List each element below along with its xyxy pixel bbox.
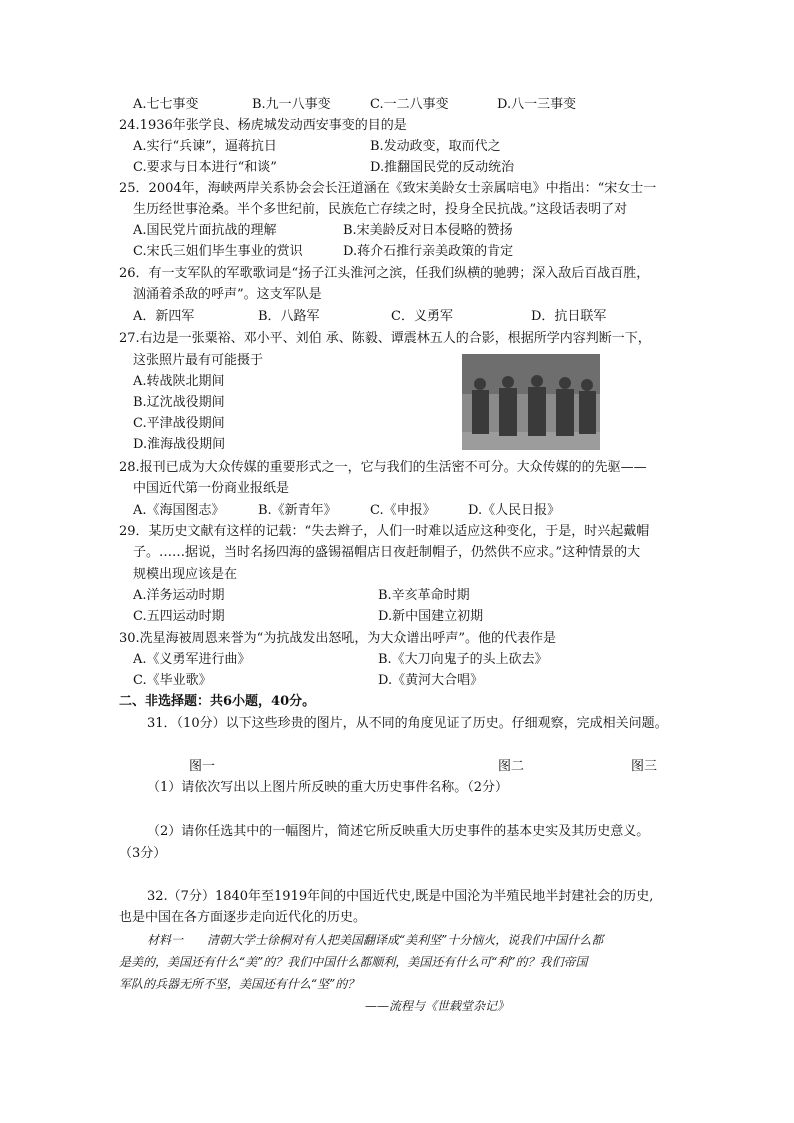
material-1-source: ——流程与《世载堂杂记》 — [365, 999, 510, 1013]
q32-stem-line2: 也是中国在各方面逐步走向近代化的历史。 — [119, 910, 367, 925]
q23-option-a: A.七七事变 — [133, 97, 199, 112]
q30-option-d: D.《黄河大合唱》 — [378, 673, 484, 688]
q31-subquestion-2: （2）请你任选其中的一幅图片，简述它所反映重大历史事件的基本史实及其历史意义。 — [147, 824, 650, 839]
q24-stem: 24.1936年张学良、杨虎城发动西安事变的目的是 — [119, 118, 407, 133]
q29-stem-line2: 子。……据说，当时名扬四海的盛锡福帽店日夜赶制帽子，仍然供不应求。”这种情景的大 — [133, 545, 641, 560]
q27-option-c: C.平津战役期间 — [133, 416, 225, 431]
q24-option-d: D.推翻国民党的反动统治 — [370, 160, 515, 175]
q28-option-d: D.《人民日报》 — [468, 503, 561, 518]
q27-option-a: A.转战陕北期间 — [133, 374, 225, 389]
q26-stem-line1: 26．有一支军队的军歌歌词是“扬子江头淮河之滨，任我们纵横的驰骋；深入敌后百战百胜， — [119, 266, 650, 281]
q30-stem: 30.冼星海被周恩来誉为“为抗战发出怒吼，为大众谱出呼声”。他的代表作是 — [119, 631, 556, 646]
figure-3-caption: 图三 — [631, 759, 658, 774]
figure-2-caption: 图二 — [498, 759, 525, 774]
q25-option-d: D.蒋介石推行亲美政策的肯定 — [343, 244, 514, 259]
q29-option-a: A.洋务运动时期 — [133, 588, 225, 603]
q29-option-d: D.新中国建立初期 — [378, 609, 484, 624]
q28-option-b: B.《新青年》 — [258, 503, 337, 518]
q30-option-c: C.《毕业歌》 — [133, 673, 212, 688]
q26-option-a: A．新四军 — [133, 309, 195, 324]
q26-stem-line2: 汹涌着杀敌的呼声”。这支军队是 — [133, 287, 322, 302]
q32-stem-line1: 32.（7分）1840年至1919年间的中国近代史,既是中国沦为半殖民地半封建社会的历史, — [147, 889, 654, 904]
q24-option-b: B.发动政变，取而代之 — [370, 139, 501, 154]
section-heading: 二、非选择题：共6小题，40分。 — [119, 694, 316, 709]
q28-stem-line2: 中国近代第一份商业报纸是 — [133, 481, 290, 496]
q23-option-c: C.一二八事变 — [370, 97, 449, 112]
q23-option-b: B.九一八事变 — [252, 97, 331, 112]
q27-option-b: B.辽沈战役期间 — [133, 395, 225, 410]
q29-option-b: B.辛亥革命时期 — [378, 588, 470, 603]
q25-option-c: C.宋氏三姐们毕生事业的赏识 — [133, 244, 303, 259]
material-1-line3: 军队的兵器无所不坚，美国还有什么“坚”的？ — [119, 977, 360, 991]
q27-option-d: D.淮海战役期间 — [133, 437, 226, 452]
q28-option-a: A.《海国图志》 — [133, 503, 225, 518]
q25-option-b: B.宋美龄反对日本侵略的赞扬 — [343, 223, 513, 238]
material-1-line1: 材料一 清朝大学士徐桐对有人把美国翻译成“美利坚”十分恼火，说我们中国什么都 — [147, 933, 604, 947]
q24-option-c: C.要求与日本进行“和谈” — [133, 160, 277, 175]
q26-option-d: D．抗日联军 — [531, 309, 607, 324]
q27-stem-line1: 27.右边是一张粟裕、邓小平、刘伯 承、陈毅、谭震林五人的合影，根据所学内容判断一下， — [119, 331, 651, 346]
q29-stem-line3: 规模出现应该是在 — [133, 567, 238, 582]
material-1-line2: 是美的，美国还有什么“美”的？我们中国什么都顺利，美国还有什么可“利”的？我们帝国 — [119, 955, 588, 969]
q27-stem-line2: 这张照片最有可能摄于 — [133, 353, 264, 368]
q25-stem-line1: 25．2004年，海峡两岸关系协会会长汪道涵在《致宋美龄女士亲属唁电》中指出：“宋女士一 — [119, 181, 657, 196]
q26-option-b: B．八路军 — [258, 309, 320, 324]
q29-option-c: C.五四运动时期 — [133, 609, 225, 624]
q24-option-a: A.实行“兵谏”，逼蒋抗日 — [133, 139, 277, 154]
q31-subquestion-1: （1）请依次写出以上图片所反映的重大历史事件名称。（2分） — [147, 780, 509, 795]
q31-stem: 31．（10分）以下这些珍贵的图片，从不同的角度见证了历史。仔细观察，完成相关问题。 — [147, 716, 668, 731]
group-photo — [462, 354, 600, 450]
q30-option-b: B.《大刀向鬼子的头上砍去》 — [378, 652, 548, 667]
q23-option-d: D.八一三事变 — [497, 97, 577, 112]
q25-stem-line2: 生历经世事沧桑。半个多世纪前，民族危亡存续之时，投身全民抗战。”这段话表明了对 — [133, 202, 628, 217]
q30-option-a: A.《义勇军进行曲》 — [133, 652, 251, 667]
figure-1-caption: 图一 — [189, 759, 216, 774]
q31-subquestion-2-score: （3分） — [119, 846, 167, 861]
q28-stem-line1: 28.报刊已成为大众传媒的重要形式之一，它与我们的生活密不可分。大众传媒的的先驱—— — [119, 460, 647, 475]
q25-option-a: A.国民党片面抗战的理解 — [133, 223, 277, 238]
q29-stem-line1: 29．某历史文献有这样的记载：“失去辫子，人们一时难以适应这种变化，于是，时兴起戴帽 — [119, 524, 650, 539]
q26-option-c: C．义勇军 — [391, 309, 453, 324]
q28-option-c: C.《申报》 — [370, 503, 436, 518]
